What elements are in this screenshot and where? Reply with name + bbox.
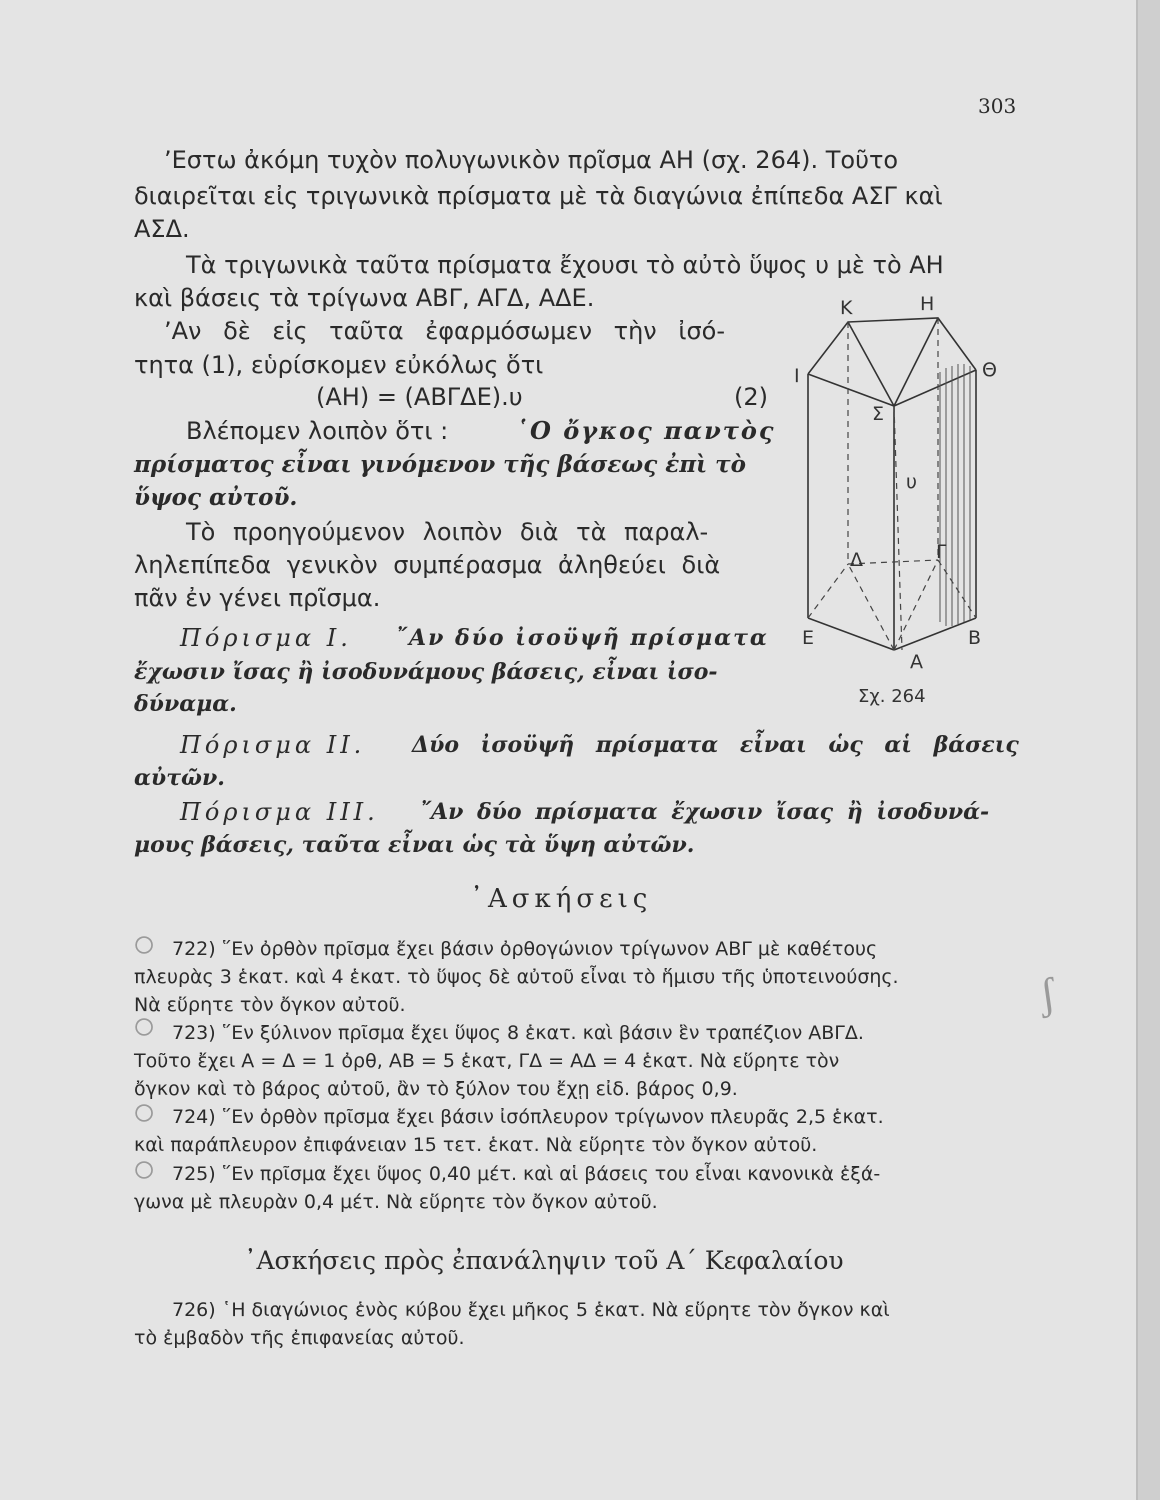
text-line: Βλέπομεν λοιπὸν ὅτι : [186,417,449,445]
text-line: καὶ βάσεις τὰ τρίγωνα ΑΒΓ, ΑΓΔ, ΑΔΕ. [134,284,595,312]
label-Theta: Θ [982,359,997,381]
exercise-line: Τοῦτο ἔχει Α = Δ = 1 ὀρθ, ΑΒ = 5 ἑκατ, ΓΔ = ΑΔ = 4 ἑκατ. Νὰ εὕρητε τὸν [134,1050,840,1072]
figure-caption: Σχ. 264 [858,686,926,707]
label-upsilon: υ [906,471,917,493]
exercise-line: πλευρὰς 3 ἑκατ. καὶ 4 ἑκατ. τὸ ὕψος δὲ αὐτοῦ εἶναι τὸ ἥμισυ τῆς ὑποτεινούσης. [134,966,899,988]
corollary-label: Πόρισμα ΙΙ. [180,731,366,759]
exercises-title: ᾿Ασκήσεις [470,884,653,914]
label-K: Κ [840,297,853,319]
label-Sigma: Σ [872,403,885,425]
text-line: ληλεπίπεδα γενικὸν συμπέρασμα ἀληθεύει διὰ [134,551,721,579]
exercise-723: 723) ῞Εν ξύλινον πρῖσμα ἔχει ὕψος 8 ἑκατ. καὶ βάσιν ἓν τραπέζιον ΑΒΓΔ. [172,1022,864,1044]
label-Delta: Δ [850,549,863,571]
label-Gamma: Γ [936,541,947,563]
label-E: Ε [802,627,815,649]
corollary-label: Πόρισμα ΙΙΙ. [180,798,379,826]
pencil-circle-mark: ○ [132,921,157,966]
theorem-text: πρίσματος εἶναι γινόμενον τῆς βάσεως ἐπὶ τὸ [134,451,746,478]
page-edge [1136,0,1160,1500]
label-H: Η [920,293,935,315]
text-line: Τὰ τριγωνικὰ ταῦτα πρίσματα ἔχουσι τὸ αὐτὸ ὕψος υ μὲ τὸ ΑΗ [186,251,944,279]
exercise-726: 726) ῾Η διαγώνιος ἑνὸς κύβου ἔχει μῆκος 5 ἑκατ. Νὰ εὕρητε τὸν ὄγκον καὶ [172,1299,890,1321]
text-line: ’Εστω ἀκόμη τυχὸν πολυγωνικὸν πρῖσμα ΑΗ (σχ. 264). Τοῦτο [164,146,899,174]
exercise-722: 722) ῞Εν ὀρθὸν πρῖσμα ἔχει βάσιν ὀρθογώνιον τρίγωνον ΑΒΓ μὲ καθέτους [172,938,878,960]
pencil-circle-mark: ○ [132,1003,157,1048]
corollary-text: Δύο ἰσοϋψῆ πρίσματα εἶναι ὡς αἱ βάσεις [412,732,1019,758]
text-line: Τὸ προηγούμενον λοιπὸν διὰ τὰ παραλ- [186,518,709,546]
pencil-circle-mark: ○ [132,1089,157,1134]
text-line: ’Αν δὲ εἰς ταῦτα ἐφαρμόσωμεν τὴν ἰσό- [164,317,725,345]
exercise-line: καὶ παράπλευρον ἐπιφάνειαν 15 τετ. ἑκατ. Νὰ εὕρητε τὸν ὄγκον αὐτοῦ. [134,1134,818,1156]
exercise-725: 725) ῞Εν πρῖσμα ἔχει ὕψος 0,40 μέτ. καὶ αἱ βάσεις του εἶναι κανονικὰ ἑξά- [172,1163,881,1185]
review-title: ᾿Ασκήσεις πρὸς ἐπανάληψιν τοῦ Α΄ Κεφαλαίου [244,1246,844,1275]
corollary-label: Πόρισμα Ι. [180,624,352,652]
text-line: ΑΣΔ. [134,215,190,243]
formula-number: (2) [734,383,768,411]
corollary-text: μους βάσεις, ταῦτα εἶναι ὡς τὰ ὕψη αὐτῶν. [134,832,695,858]
exercise-724: 724) ῞Εν ὀρθὸν πρῖσμα ἔχει βάσιν ἰσόπλευρον τρίγωνον πλευρᾶς 2,5 ἑκατ. [172,1106,884,1128]
text-line: τητα (1), εὑρίσκομεν εὐκόλως ὅτι [134,351,544,379]
exercise-line: γωνα μὲ πλευρὰν 0,4 μέτ. Νὰ εὕρητε τὸν ὄγκον αὐτοῦ. [134,1191,658,1213]
pencil-circle-mark: ○ [132,1146,157,1191]
prism-figure [790,292,1040,716]
label-I: Ι [794,365,800,387]
theorem-text: ῾Ο ὄγκος παντὸς [516,416,776,445]
text-line: διαιρεῖται εἰς τριγωνικὰ πρίσματα μὲ τὰ διαγώνια ἐπίπεδα ΑΣΓ καὶ [134,182,943,210]
text-line: πᾶν ἐν γένει πρῖσμα. [134,584,381,612]
corollary-text: ἔχωσιν ἴσας ἢ ἰσοδυνάμους βάσεις, εἶναι ἰσο- [134,659,718,685]
label-A: Α [910,651,923,673]
exercise-line: τὸ ἐμβαδὸν τῆς ἐπιφανείας αὐτοῦ. [134,1327,465,1349]
page-number: 303 [978,94,1017,118]
label-B: Β [968,627,982,649]
exercise-line: Νὰ εὕρητε τὸν ὄγκον αὐτοῦ. [134,994,406,1016]
corollary-text: δύναμα. [134,691,237,717]
formula: (ΑΗ) = (ΑΒΓΔΕ).υ [316,383,523,411]
exercise-line: ὄγκον καὶ τὸ βάρος αὐτοῦ, ἂν τὸ ξύλον του ἔχῃ εἰδ. βάρος 0,9. [134,1078,738,1100]
pencil-mark: ʃ [1036,968,1058,1019]
prism-diagram [790,292,1040,712]
corollary-text: ῎Αν δύο ἰσοϋψῆ πρίσματα [396,625,769,651]
theorem-text: ὕψος αὐτοῦ. [134,484,298,511]
corollary-text: ῎Αν δύο πρίσματα ἔχωσιν ἴσας ἢ ἰσοδυνά- [420,799,990,825]
corollary-text: αὐτῶν. [134,765,225,791]
